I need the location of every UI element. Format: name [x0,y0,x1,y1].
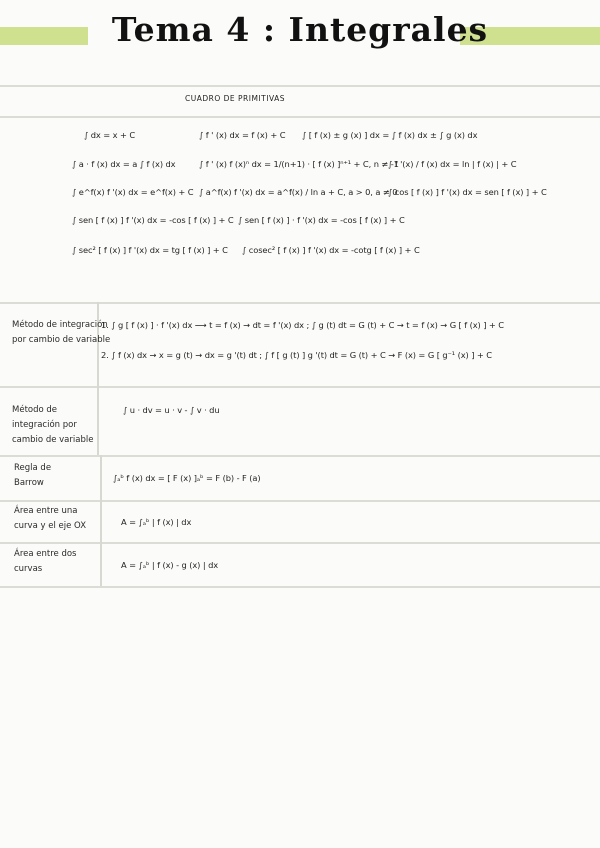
formula: ∫ sec² [ f (x) ] f '(x) dx = tg [ f (x) ] + C [72,245,228,255]
column-divider [100,455,102,500]
column-divider [97,386,99,455]
formula: ∫ e^f(x) f '(x) dx = e^f(x) + C [72,187,194,197]
divider [0,85,600,87]
primitivas-heading: CUADRO DE PRIMITIVAS [185,94,285,103]
section-label: Método de integración por cambio de variable [12,320,111,345]
formula: ∫ cos [ f (x) ] f '(x) dx = sen [ f (x) ] + C [388,187,547,197]
section-label: Área entre dos curvas [14,549,77,574]
formula: ∫ f ' (x) f (x)ⁿ dx = 1/(n+1) · [ f (x) ]ⁿ⁺¹ + C, n ≠ -1 [199,159,399,169]
section-label: Área entre una curva y el eje OX [14,506,87,531]
section-formula: ∫ u · dv = u · v - ∫ v · du [123,405,220,415]
formula: ∫ a · f (x) dx = a ∫ f (x) dx [72,159,176,169]
divider [0,500,600,502]
divider [0,116,600,118]
section-formula: 2. ∫ f (x) dx → x = g (t) → dx = g '(t) dt ; ∫ f [ g (t) ] g '(t) dt = G (t) + C → F (x) = G [ g⁻¹ (x) ] + C [101,350,492,360]
divider [0,302,600,304]
section-formula: A = ∫ₐᵇ | f (x) - g (x) | dx [121,560,219,570]
section-label: Método de integración por cambio de variable [12,405,94,445]
section-formula: 1. ∫ g [ f (x) ] · f '(x) dx ⟶ t = f (x) → dt = f '(x) dx ; ∫ g (t) dt = G (t) + C → t = f (x) → G [ f (x) ] + C [101,320,504,330]
formula: ∫ dx = x + C [84,130,136,140]
formula: ∫ cosec² [ f (x) ] f '(x) dx = -cotg [ f (x) ] + C [242,245,420,255]
divider [0,586,600,588]
formula: ∫ sen [ f (x) ] · f '(x) dx = -cos [ f (x) ] + C [238,215,405,225]
page-title: Tema 4 : Integrales [111,10,489,49]
formula: ∫ f '(x) / f (x) dx = ln | f (x) | + C [388,159,517,169]
section-label: Regla de Barrow [14,463,52,488]
section-formula: A = ∫ₐᵇ | f (x) | dx [121,517,192,527]
column-divider [100,542,102,586]
divider [0,542,600,544]
formula: ∫ f ' (x) dx = f (x) + C [199,130,286,140]
divider [0,386,600,388]
column-divider [100,500,102,542]
formula: ∫ [ f (x) ± g (x) ] dx = ∫ f (x) dx ± ∫ g (x) dx [302,130,478,140]
divider [0,455,600,457]
formula: ∫ a^f(x) f '(x) dx = a^f(x) / ln a + C, a > 0, a ≠ 0 [199,187,398,197]
section-formula: ∫ₐᵇ f (x) dx = [ F (x) ]ₐᵇ = F (b) - F (a) [113,473,261,483]
formula: ∫ sen [ f (x) ] f '(x) dx = -cos [ f (x) ] + C [72,215,234,225]
